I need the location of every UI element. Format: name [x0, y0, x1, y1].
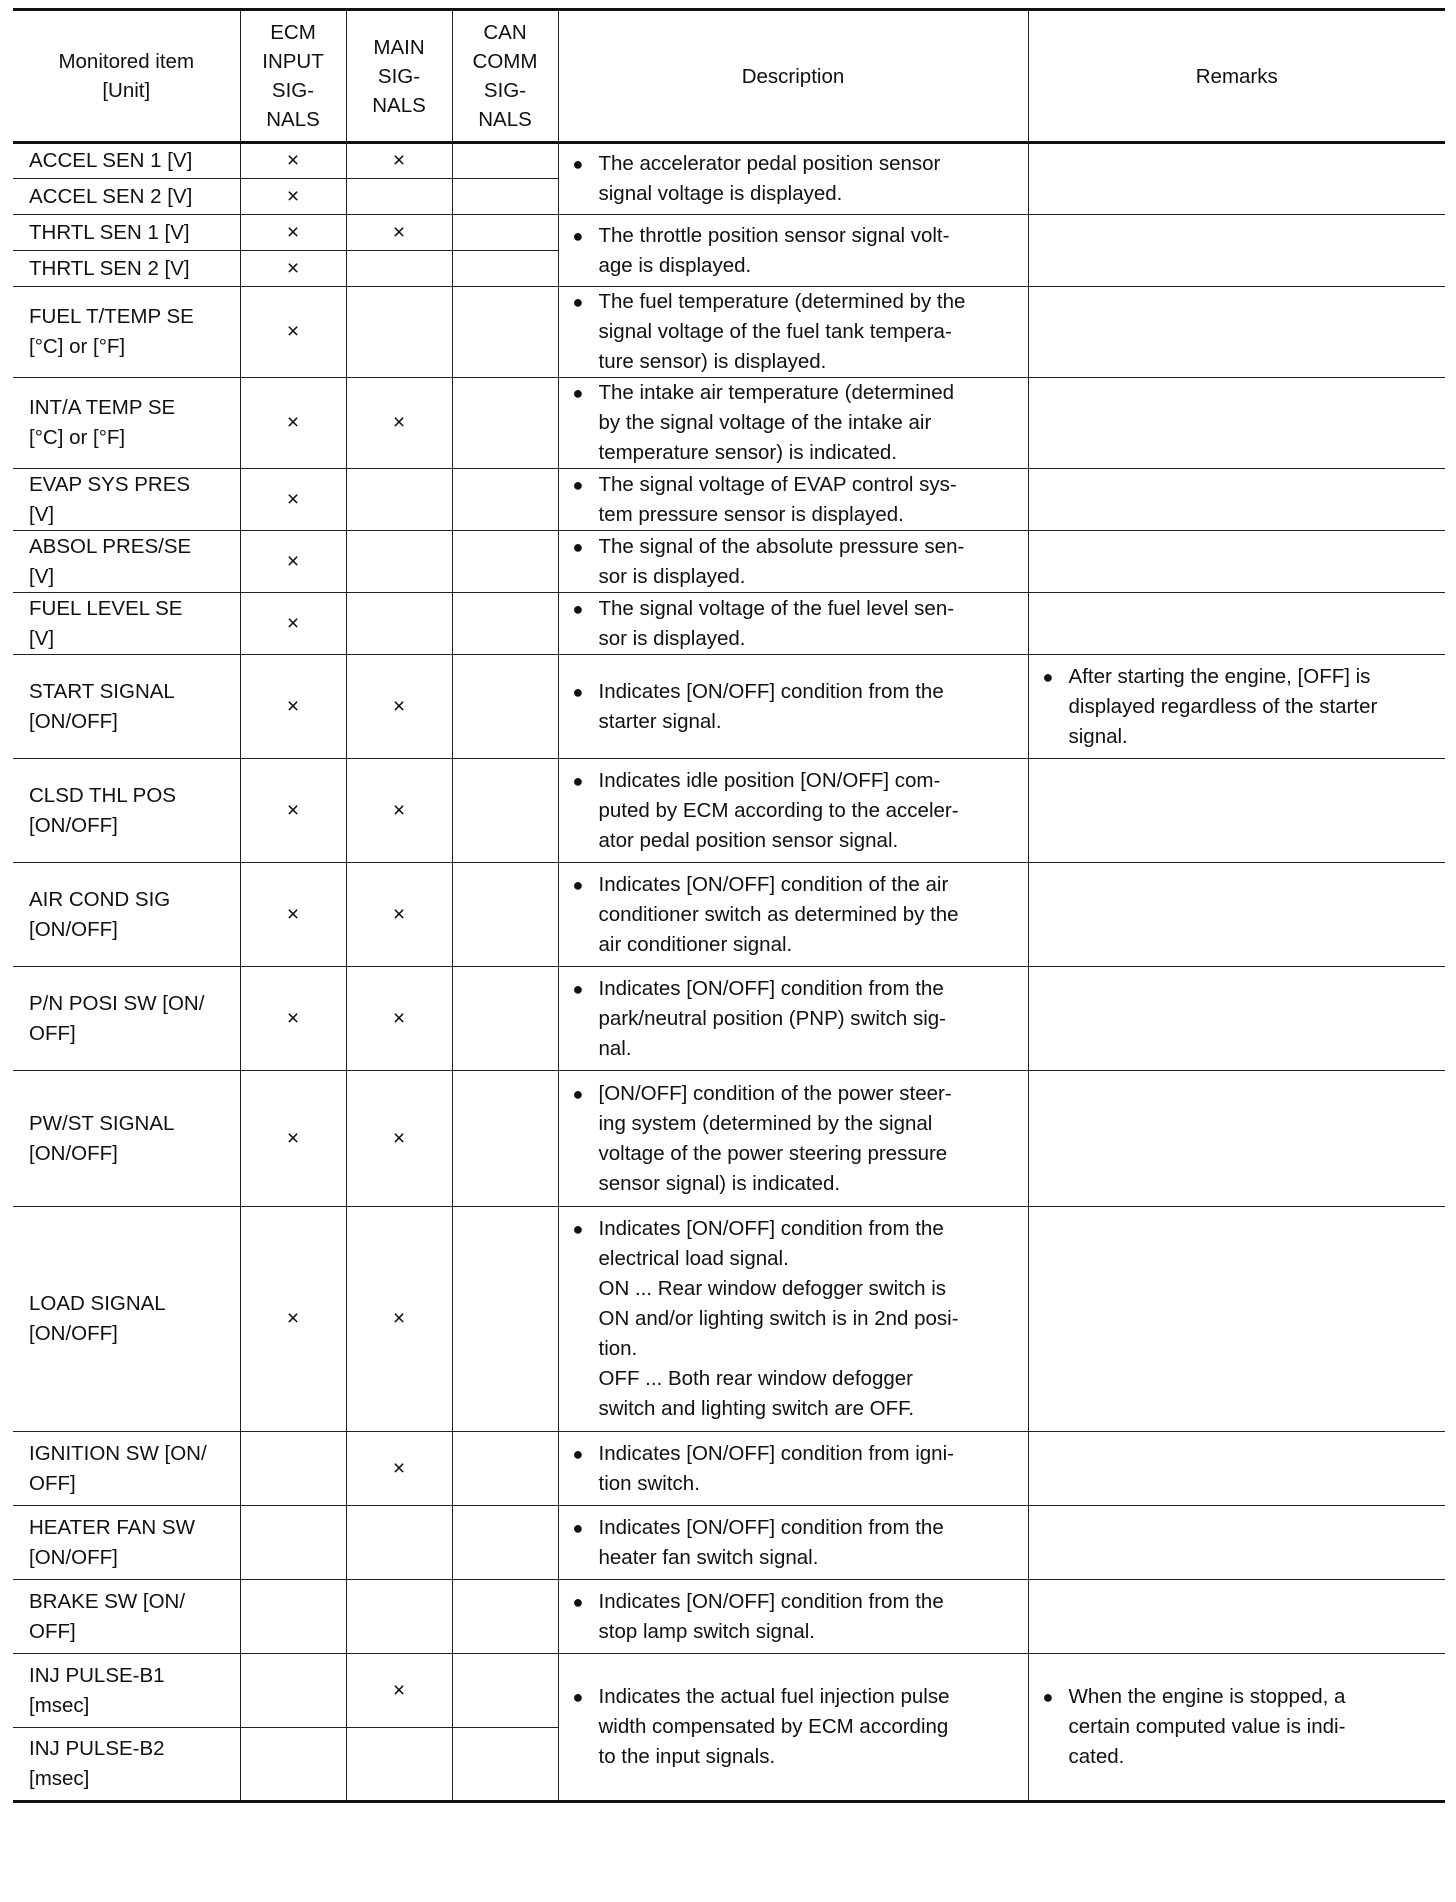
can-comm-cell — [452, 1654, 558, 1728]
remarks-cell — [1028, 531, 1445, 593]
remarks-cell — [1028, 143, 1445, 215]
main-signal-mark: × — [346, 1071, 452, 1207]
main-signal-mark: × — [346, 759, 452, 863]
main-signal-cell — [346, 1728, 452, 1802]
can-comm-cell — [452, 593, 558, 655]
item-cell: ACCEL SEN 1 [V] — [13, 143, 240, 179]
bullet-icon: ● — [572, 681, 584, 702]
ecm-input-mark: × — [240, 143, 346, 179]
item-cell: CLSD THL POS [ON/OFF] — [13, 759, 240, 863]
remarks-cell — [1028, 215, 1445, 287]
description-cell: ● The throttle position sensor signal volt- age is displayed. — [558, 215, 1028, 287]
remarks-cell — [1028, 1506, 1445, 1580]
remarks-cell — [1028, 1432, 1445, 1506]
description-cell: ● The signal of the absolute pressure sen- sor is displayed. — [558, 531, 1028, 593]
main-signal-cell — [346, 287, 452, 378]
table-row — [13, 287, 1445, 378]
main-signal-mark: × — [346, 967, 452, 1071]
remarks-cell — [1028, 759, 1445, 863]
bullet-icon: ● — [572, 1443, 584, 1464]
remarks-cell — [1028, 967, 1445, 1071]
description-cell: ● [ON/OFF] condition of the power steer- ing system (determined by the signal voltage of the power steering pressure sensor signal) is indicated. — [558, 1071, 1028, 1207]
remarks-cell — [1028, 863, 1445, 967]
item-cell: THRTL SEN 2 [V] — [13, 251, 240, 287]
can-comm-cell — [452, 655, 558, 759]
can-comm-cell — [452, 863, 558, 967]
description-cell: ● Indicates [ON/OFF] condition from the park/neutral position (PNP) switch sig- nal. — [558, 967, 1028, 1071]
header-ecm-input-signals: ECM INPUT SIG- NALS — [240, 10, 346, 143]
main-signal-cell — [346, 1580, 452, 1654]
ecm-input-cell — [240, 1432, 346, 1506]
can-comm-cell — [452, 251, 558, 287]
table-row — [13, 1580, 1445, 1654]
bullet-icon: ● — [572, 474, 584, 495]
item-cell: FUEL T/TEMP SE [°C] or [°F] — [13, 287, 240, 378]
main-signal-mark: × — [346, 378, 452, 469]
remarks-cell: ● After starting the engine, [OFF] is displayed regardless of the starter signal. — [1028, 655, 1445, 759]
bullet-icon: ● — [572, 154, 584, 174]
table-row — [13, 967, 1445, 1071]
main-signal-cell — [346, 1506, 452, 1580]
bullet-icon: ● — [572, 292, 584, 312]
ecm-input-cell — [240, 1580, 346, 1654]
description-cell: ● The signal voltage of EVAP control sys- tem pressure sensor is displayed. — [558, 469, 1028, 531]
can-comm-cell — [452, 179, 558, 215]
description-cell: ● The accelerator pedal position sensor signal voltage is displayed. — [558, 143, 1028, 215]
item-cell: IGNITION SW [ON/ OFF] — [13, 1432, 240, 1506]
main-signal-cell — [346, 531, 452, 593]
main-signal-mark: × — [346, 863, 452, 967]
ecm-input-mark: × — [240, 1207, 346, 1432]
can-comm-cell — [452, 531, 558, 593]
remarks-cell: ● When the engine is stopped, a certain computed value is indi- cated. — [1028, 1654, 1445, 1802]
remarks-cell — [1028, 1580, 1445, 1654]
item-cell: THRTL SEN 1 [V] — [13, 215, 240, 251]
main-signal-mark: × — [346, 215, 452, 251]
ecm-input-mark: × — [240, 593, 346, 655]
ecm-input-cell — [240, 1728, 346, 1802]
bullet-icon: ● — [572, 1687, 584, 1707]
can-comm-cell — [452, 287, 558, 378]
main-signal-cell — [346, 251, 452, 287]
item-cell: INT/A TEMP SE [°C] or [°F] — [13, 378, 240, 469]
header-can-comm-signals: CAN COMM SIG- NALS — [452, 10, 558, 143]
item-cell: BRAKE SW [ON/ OFF] — [13, 1580, 240, 1654]
bullet-icon: ● — [572, 225, 584, 246]
item-cell: ABSOL PRES/SE [V] — [13, 531, 240, 593]
header-row — [13, 10, 1445, 143]
ecm-input-mark: × — [240, 215, 346, 251]
table-row — [13, 143, 1445, 179]
remarks-cell — [1028, 378, 1445, 469]
table-row — [13, 1654, 1445, 1728]
bullet-icon: ● — [572, 383, 584, 403]
bullet-icon: ● — [572, 1219, 584, 1239]
item-cell: P/N POSI SW [ON/ OFF] — [13, 967, 240, 1071]
main-signal-mark: × — [346, 1207, 452, 1432]
description-cell: ● Indicates [ON/OFF] condition from the stop lamp switch signal. — [558, 1580, 1028, 1654]
ecm-input-mark: × — [240, 655, 346, 759]
main-signal-mark: × — [346, 655, 452, 759]
can-comm-cell — [452, 1207, 558, 1432]
table-row — [13, 655, 1445, 759]
data-monitor-table — [13, 8, 1445, 1803]
ecm-input-mark: × — [240, 251, 346, 287]
description-cell: ● Indicates idle position [ON/OFF] com- puted by ECM according to the acceler- ator pedal position sensor signal. — [558, 759, 1028, 863]
can-comm-cell — [452, 143, 558, 179]
can-comm-cell — [452, 469, 558, 531]
bullet-icon: ● — [572, 598, 584, 619]
ecm-input-cell — [240, 1506, 346, 1580]
header-monitored-item: Monitored item [Unit] — [13, 10, 240, 143]
can-comm-cell — [452, 378, 558, 469]
item-cell: FUEL LEVEL SE [V] — [13, 593, 240, 655]
description-cell: ● The fuel temperature (determined by the signal voltage of the fuel tank tempera- ture sensor) is displayed. — [558, 287, 1028, 378]
item-cell: EVAP SYS PRES [V] — [13, 469, 240, 531]
bullet-icon: ● — [572, 1591, 584, 1612]
table-row — [13, 759, 1445, 863]
item-cell: PW/ST SIGNAL [ON/OFF] — [13, 1071, 240, 1207]
ecm-input-mark: × — [240, 287, 346, 378]
remarks-cell — [1028, 593, 1445, 655]
bullet-icon: ● — [1042, 666, 1054, 687]
main-signal-cell — [346, 593, 452, 655]
description-cell: ● Indicates [ON/OFF] condition from the heater fan switch signal. — [558, 1506, 1028, 1580]
description-cell: ● Indicates [ON/OFF] condition of the air conditioner switch as determined by the air conditioner signal. — [558, 863, 1028, 967]
ecm-input-mark: × — [240, 469, 346, 531]
bullet-icon: ● — [572, 1083, 584, 1104]
description-cell: ● The intake air temperature (determined by the signal voltage of the intake air temperature sensor) is indicated. — [558, 378, 1028, 469]
ecm-input-cell — [240, 1654, 346, 1728]
description-cell: ● Indicates [ON/OFF] condition from the electrical load signal. ON ... Rear window defogger switch is ON and/or lighting switch is in 2nd posi- tion. OFF ... Both rear window defogger switch and lighting switch are OFF. — [558, 1207, 1028, 1432]
ecm-input-mark: × — [240, 863, 346, 967]
ecm-input-mark: × — [240, 378, 346, 469]
description-cell: ● Indicates [ON/OFF] condition from igni- tion switch. — [558, 1432, 1028, 1506]
item-cell: HEATER FAN SW [ON/OFF] — [13, 1506, 240, 1580]
description-cell: ● Indicates [ON/OFF] condition from the starter signal. — [558, 655, 1028, 759]
ecm-input-mark: × — [240, 531, 346, 593]
main-signal-cell — [346, 179, 452, 215]
main-signal-cell — [346, 469, 452, 531]
ecm-input-mark: × — [240, 967, 346, 1071]
remarks-cell — [1028, 469, 1445, 531]
table-row — [13, 1071, 1445, 1207]
main-signal-mark: × — [346, 143, 452, 179]
main-signal-mark: × — [346, 1432, 452, 1506]
item-cell: LOAD SIGNAL [ON/OFF] — [13, 1207, 240, 1432]
ecm-input-mark: × — [240, 1071, 346, 1207]
table-row — [13, 1207, 1445, 1432]
main-signal-mark: × — [346, 1654, 452, 1728]
can-comm-cell — [452, 1580, 558, 1654]
bullet-icon: ● — [572, 536, 584, 557]
table-row — [13, 531, 1445, 593]
description-cell: ● The signal voltage of the fuel level sen- sor is displayed. — [558, 593, 1028, 655]
ecm-input-mark: × — [240, 179, 346, 215]
bullet-icon: ● — [572, 770, 584, 791]
bullet-icon: ● — [572, 874, 584, 895]
item-cell: AIR COND SIG [ON/OFF] — [13, 863, 240, 967]
item-cell: INJ PULSE-B1 [msec] — [13, 1654, 240, 1728]
bullet-icon: ● — [572, 978, 584, 999]
item-cell: INJ PULSE-B2 [msec] — [13, 1728, 240, 1802]
can-comm-cell — [452, 967, 558, 1071]
description-cell: ● Indicates the actual fuel injection pulse width compensated by ECM according to the input signals. — [558, 1654, 1028, 1802]
remarks-cell — [1028, 1207, 1445, 1432]
ecm-input-mark: × — [240, 759, 346, 863]
bullet-icon: ● — [1042, 1687, 1054, 1707]
header-main-signals: MAIN SIG- NALS — [346, 10, 452, 143]
can-comm-cell — [452, 1728, 558, 1802]
remarks-cell — [1028, 1071, 1445, 1207]
table-row — [13, 215, 1445, 251]
table-row — [13, 1432, 1445, 1506]
can-comm-cell — [452, 759, 558, 863]
can-comm-cell — [452, 215, 558, 251]
remarks-cell — [1028, 287, 1445, 378]
monitor-table — [13, 8, 1445, 1803]
table-row — [13, 469, 1445, 531]
header-description: Description — [558, 10, 1028, 143]
table-row — [13, 863, 1445, 967]
bullet-icon: ● — [572, 1517, 584, 1538]
header-remarks: Remarks — [1028, 10, 1445, 143]
can-comm-cell — [452, 1071, 558, 1207]
can-comm-cell — [452, 1506, 558, 1580]
item-cell: START SIGNAL [ON/OFF] — [13, 655, 240, 759]
table-row — [13, 593, 1445, 655]
item-cell: ACCEL SEN 2 [V] — [13, 179, 240, 215]
can-comm-cell — [452, 1432, 558, 1506]
table-row — [13, 1506, 1445, 1580]
table-row — [13, 378, 1445, 469]
